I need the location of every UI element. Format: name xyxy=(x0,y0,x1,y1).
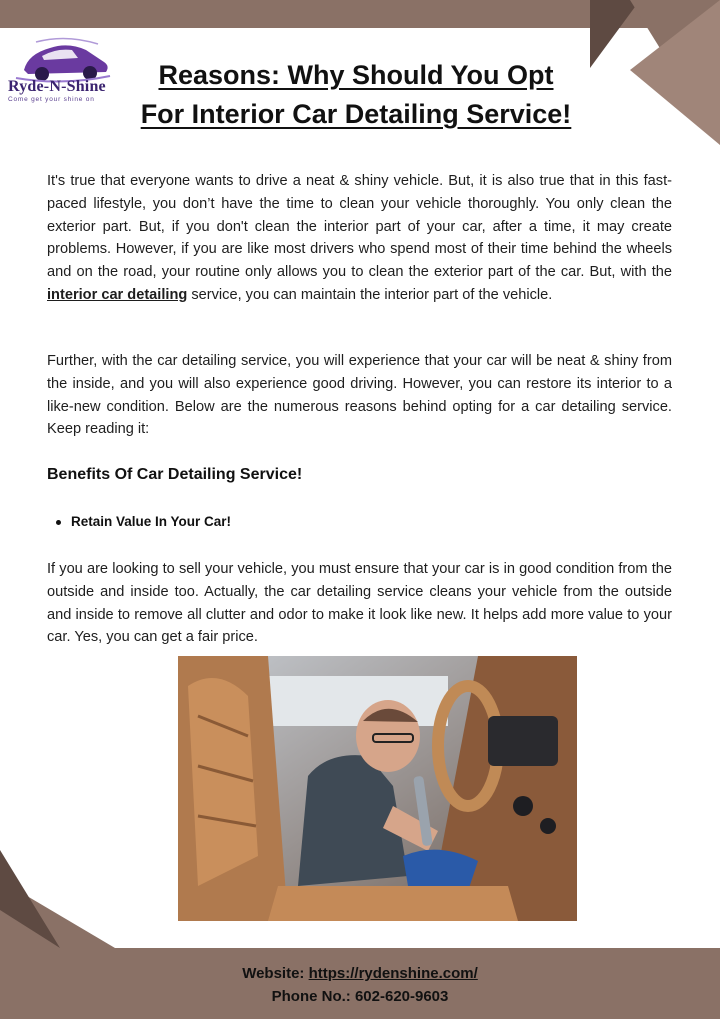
title-line-1: Reasons: Why Should You Opt xyxy=(158,60,554,90)
second-paragraph: Further, with the car detailing service, you will experience that your car will be neat & shiny from the inside, and you will also experience good driving. However, you can restore its interior to a like-new condition. Below are the numerous reasons behind opting for a car detailing service. Keep reading it: xyxy=(47,353,672,438)
top-right-decor xyxy=(590,0,720,150)
footer-website: Website: https://rydenshine.com/ xyxy=(242,965,478,982)
website-link[interactable]: https://rydenshine.com/ xyxy=(308,965,478,982)
car-interior-photo xyxy=(178,656,577,921)
bullet-dot-icon xyxy=(56,520,61,525)
page-title xyxy=(110,56,602,134)
phone-number: 602-620-9603 xyxy=(354,988,449,1005)
benefits-heading: Benefits Of Car Detailing Service! xyxy=(47,466,303,483)
title-line-2: For Interior Car Detailing Service! xyxy=(140,99,572,129)
interior-detailing-link[interactable]: interior car detailing xyxy=(47,286,188,303)
logo-tagline: Come get your shine on xyxy=(8,96,95,103)
intro-paragraph: It's true that everyone wants to drive a neat & shiny vehicle. But, it is also true that in this fast-paced lifestyle, you don’t have the time to clean your vehicle thoroughly. You only clean the exterior part. But, if you don't clean the interior part of your car, after a time, it may create problems. However, if you are like most drivers who spend most of their time behind the wheels and on the road, your routine only allows you to clean the exterior part of the car. But, with the interior car detailing service, you can maintain the interior part of the vehicle. xyxy=(47,173,672,303)
footer xyxy=(0,962,720,1008)
logo-name: Ryde-N-Shine xyxy=(8,78,106,95)
bullet-label: Retain Value In Your Car! xyxy=(71,514,232,529)
footer-phone: Phone No.: 602-620-9603 xyxy=(271,988,449,1005)
third-paragraph: If you are looking to sell your vehicle, you must ensure that your car is in good condition from the outside and inside too. Actually, the car detailing service cleans your vehicle from the outside and inside to remove all clutter and odor to make it look like new. It helps add more value to your car. Yes, you can get a fair price. xyxy=(47,561,672,646)
list-item xyxy=(56,514,231,529)
